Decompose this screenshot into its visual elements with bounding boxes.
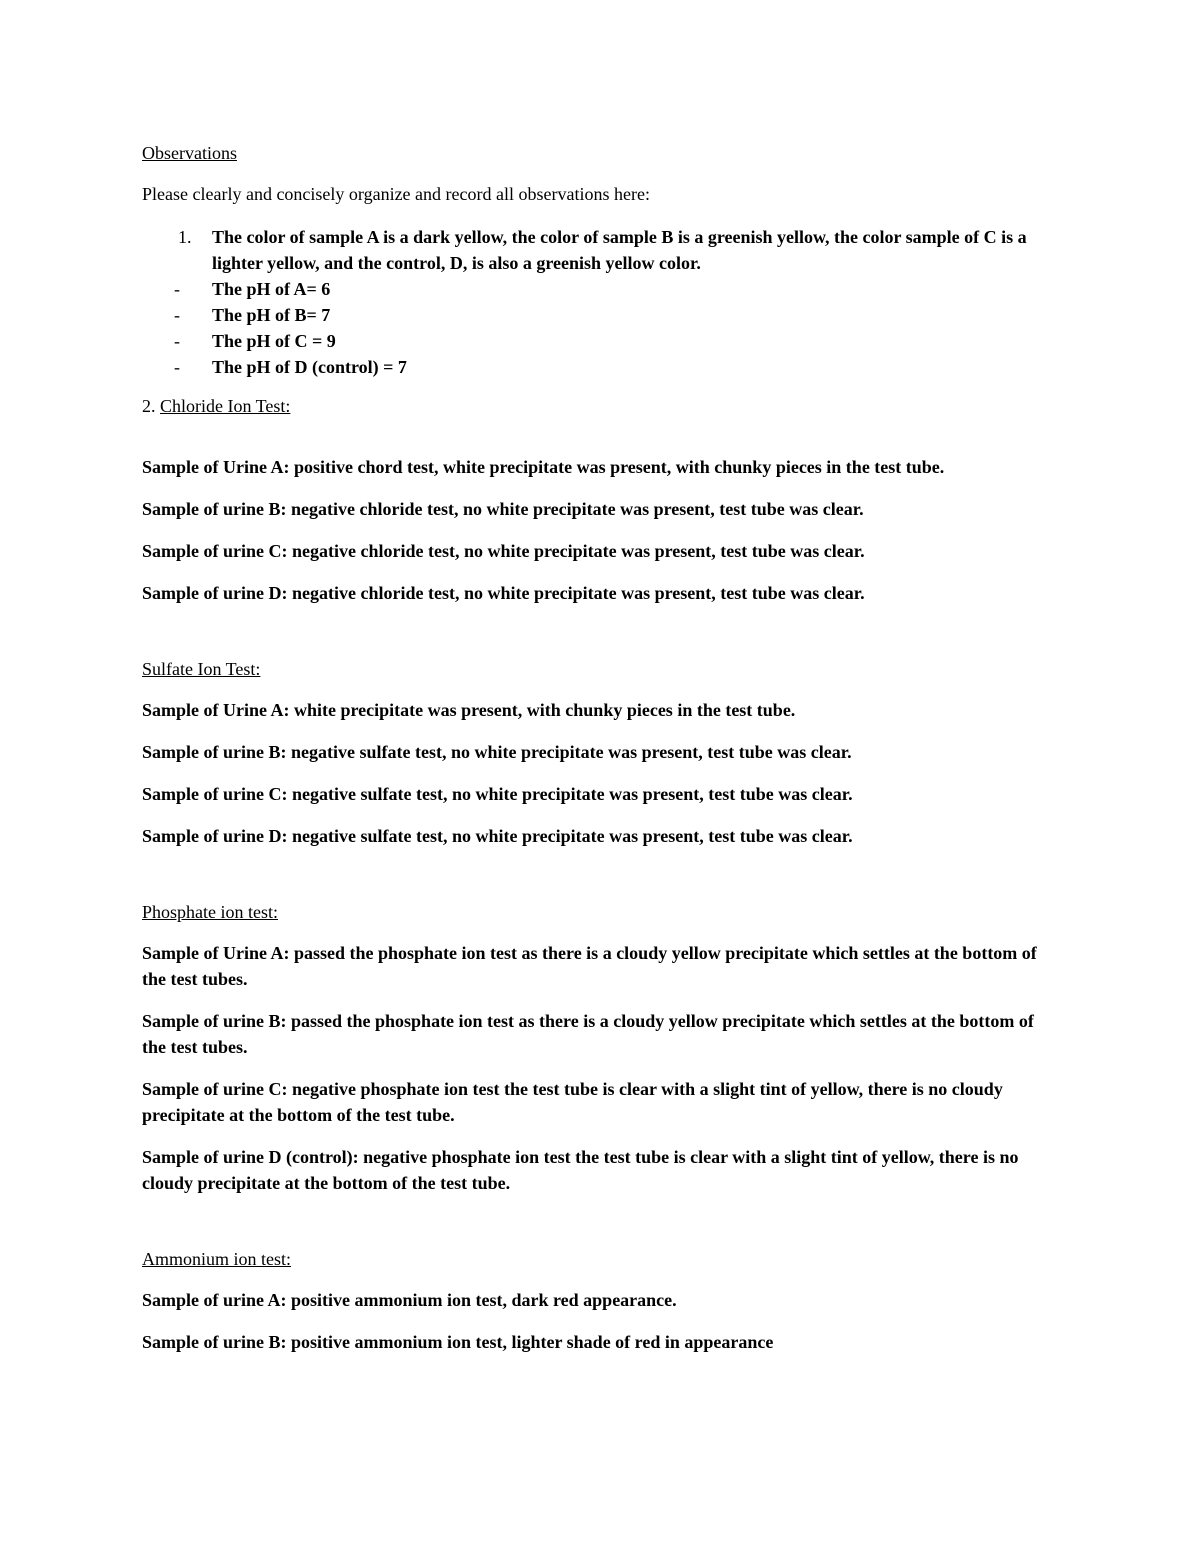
- ammonium-sample-b: Sample of urine B: positive ammonium ion test, lighter shade of red in appearance: [142, 1332, 774, 1352]
- ammonium-sample-a: Sample of urine A: positive ammonium ion test, dark red appearance.: [142, 1290, 677, 1310]
- phosphate-title: Phosphate ion test:: [142, 902, 278, 922]
- phosphate-heading: [142, 901, 1062, 923]
- ph-d-text: The pH of D (control) = 7: [212, 357, 407, 377]
- observations-intro: Please clearly and concisely organize and record all observations here:: [142, 184, 650, 204]
- phosphate-sample-d: Sample of urine D (control): negative phosphate ion test the test tube is clear with a slight tint of yellow, there is no cloudy precipitate at the bottom of the test tube.: [142, 1147, 1019, 1193]
- dash-marker: -: [174, 357, 180, 377]
- sulfate-sample-d: Sample of urine D: negative sulfate test, no white precipitate was present, test tube was clear.: [142, 826, 853, 846]
- chloride-sample-d: Sample of urine D: negative chloride test, no white precipitate was present, test tube was clear.: [142, 583, 865, 603]
- observation-color: [142, 224, 1062, 276]
- ph-c-text: The pH of C = 9: [212, 331, 336, 351]
- observations-title: Observations: [142, 143, 237, 163]
- ammonium-title: Ammonium ion test:: [142, 1249, 292, 1269]
- sulfate-title: Sulfate Ion Test:: [142, 659, 261, 679]
- dash-marker: -: [174, 331, 180, 351]
- chloride-sample-c: Sample of urine C: negative chloride test, no white precipitate was present, test tube was clear.: [142, 541, 865, 561]
- document-page: [142, 142, 1062, 1355]
- chloride-sample-a: Sample of Urine A: positive chord test, white precipitate was present, with chunky pieces in the test tube.: [142, 457, 945, 477]
- ph-a-text: The pH of A= 6: [212, 279, 331, 299]
- chloride-heading: [142, 395, 1062, 417]
- dash-marker: -: [174, 305, 180, 325]
- ammonium-heading: [142, 1248, 1062, 1270]
- sulfate-heading: [142, 658, 1062, 680]
- phosphate-sample-c: Sample of urine C: negative phosphate ion test the test tube is clear with a slight tint of yellow, there is no cloudy precipitate at the bottom of the test tube.: [142, 1079, 1003, 1125]
- sulfate-sample-b: Sample of urine B: negative sulfate test, no white precipitate was present, test tube was clear.: [142, 742, 852, 762]
- dash-marker: -: [174, 279, 180, 299]
- sulfate-sample-c: Sample of urine C: negative sulfate test, no white precipitate was present, test tube was clear.: [142, 784, 853, 804]
- observation-color-text: The color of sample A is a dark yellow, the color of sample B is a greenish yellow, the color sample of C is a lighter yellow, and the control, D, is also a greenish yellow color.: [212, 227, 1027, 273]
- phosphate-sample-b: Sample of urine B: passed the phosphate ion test as there is a cloudy yellow precipitate which settles at the bottom of the test tubes.: [142, 1011, 1034, 1057]
- observation-ph-c: [142, 328, 1062, 354]
- observations-list: [142, 224, 1062, 380]
- observation-ph-d: [142, 354, 1062, 380]
- ph-b-text: The pH of B= 7: [212, 305, 331, 325]
- chloride-sample-b: Sample of urine B: negative chloride test, no white precipitate was present, test tube was clear.: [142, 499, 864, 519]
- observation-ph-b: [142, 302, 1062, 328]
- observation-ph-a: [142, 276, 1062, 302]
- chloride-number: 2.: [142, 396, 160, 416]
- list-number: 1.: [178, 227, 192, 247]
- sulfate-sample-a: Sample of Urine A: white precipitate was present, with chunky pieces in the test tube.: [142, 700, 796, 720]
- phosphate-sample-a: Sample of Urine A: passed the phosphate ion test as there is a cloudy yellow precipitate which settles at the bottom of the test tubes.: [142, 943, 1037, 989]
- chloride-title: Chloride Ion Test:: [160, 396, 291, 416]
